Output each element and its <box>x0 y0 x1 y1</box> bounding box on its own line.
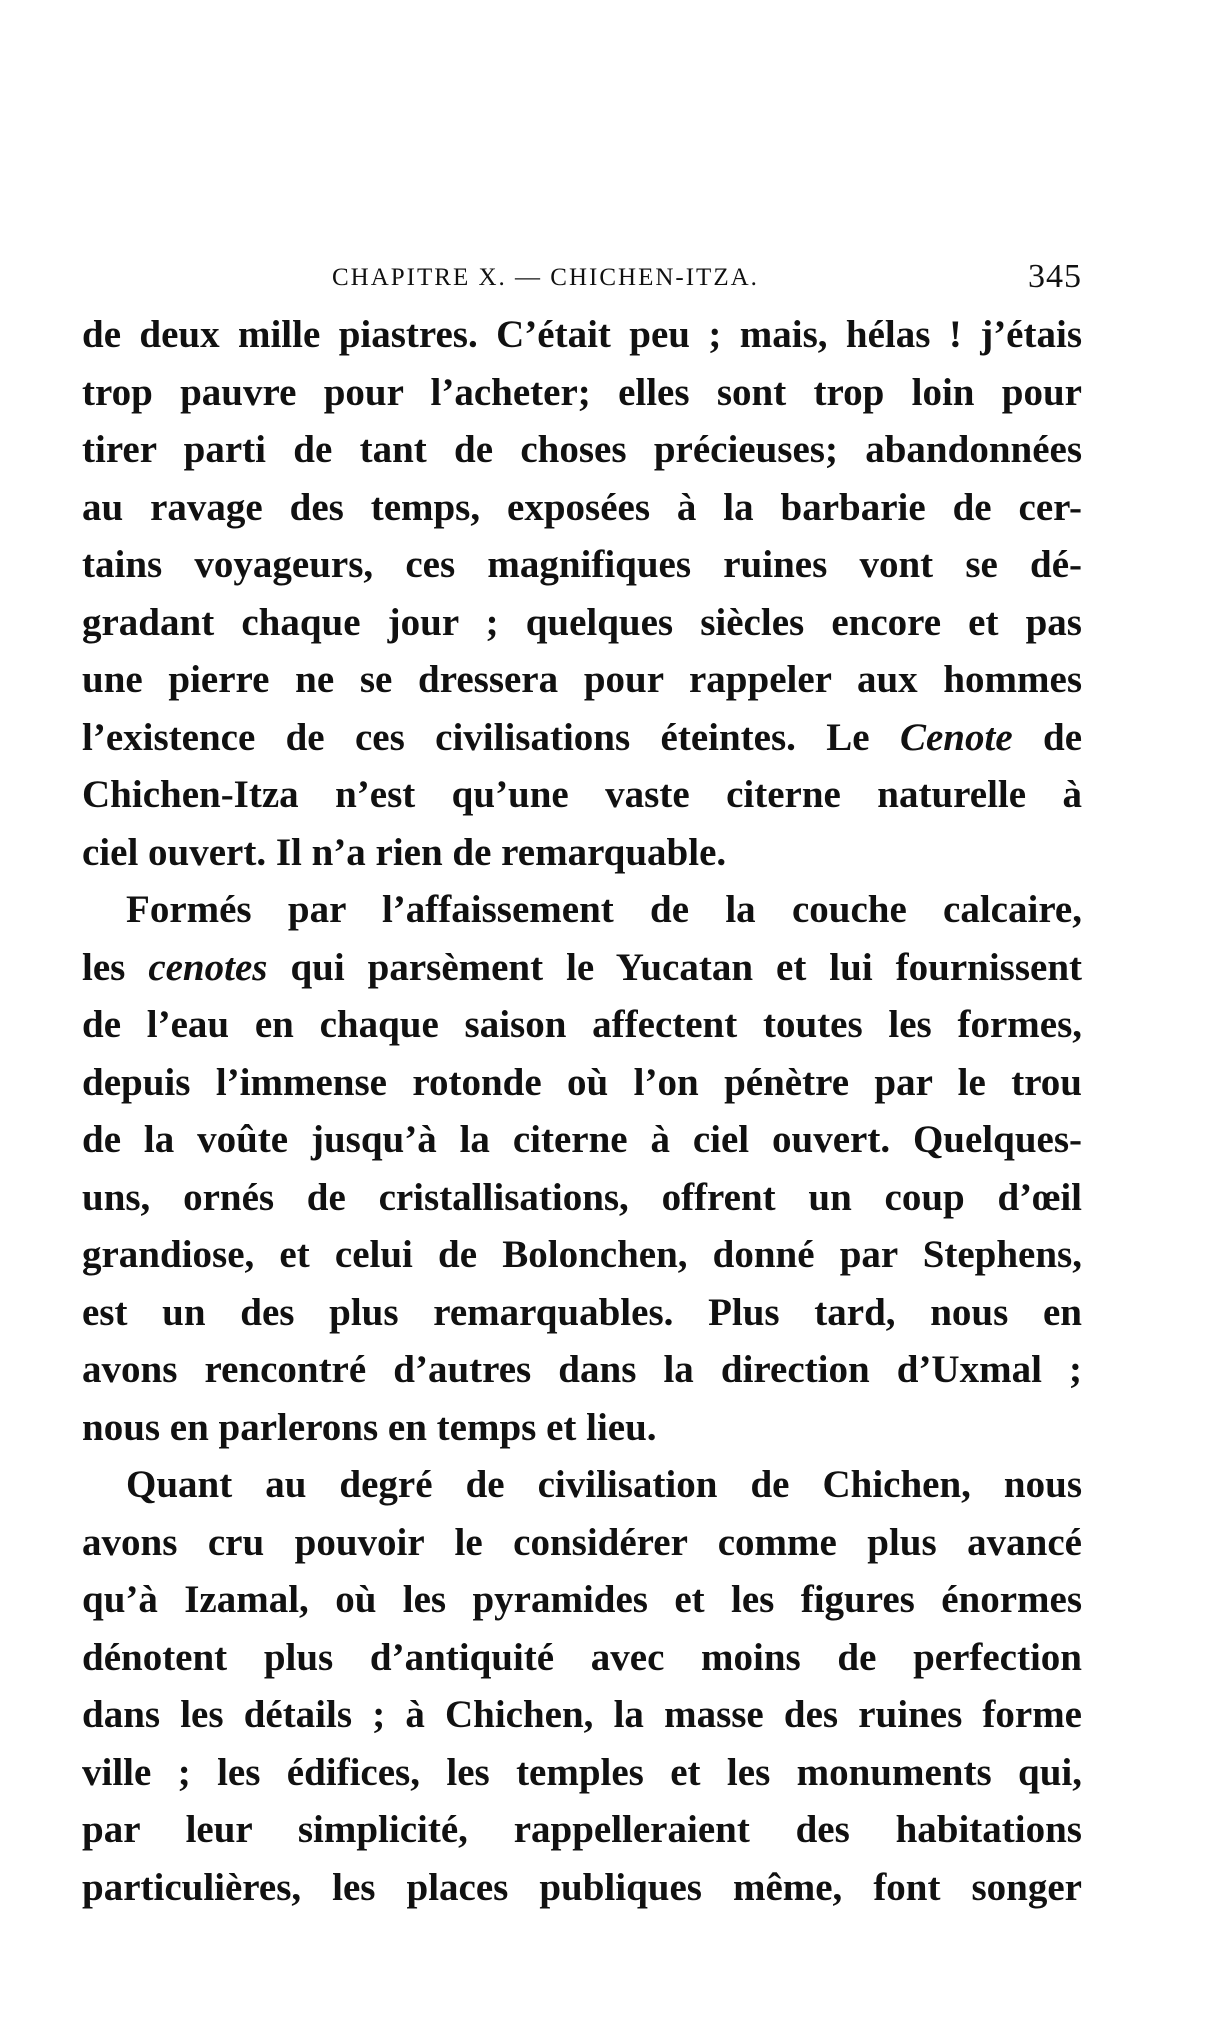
text-segment: l’existence de ces civilisations éteintes. Le <box>82 715 900 759</box>
text-line: une pierre ne se dressera pour rappeler aux hommes <box>82 658 1082 701</box>
text-line: avons cru pouvoir le considérer comme plus avancé <box>82 1520 1082 1564</box>
page-number: 345 <box>1028 258 1082 295</box>
text-segment: de <box>1012 715 1083 759</box>
text-line: nous en parlerons en temps et lieu. <box>82 1405 657 1449</box>
text-line: uns, ornés de cristallisations, offrent un coup d’œil <box>82 1175 1082 1219</box>
text-segment: qui parsèment le Yucatan et lui fournissent <box>267 945 1082 989</box>
text-segment: les <box>82 945 149 989</box>
text-line: dénotent plus d’antiquité avec moins de perfection <box>82 1635 1082 1679</box>
italic-term: Cenote <box>899 715 1013 759</box>
text-line: de deux mille piastres. C’était peu ; mais, hélas ! j’étais <box>82 313 1082 356</box>
text-line: de la voûte jusqu’à la citerne à ciel ouvert. Quelques- <box>82 1118 1082 1161</box>
paragraph-2 <box>82 881 1082 1456</box>
running-head <box>82 258 1082 298</box>
text-line: depuis l’immense rotonde où l’on pénètre par le trou <box>82 1060 1082 1104</box>
text-line: ciel ouvert. Il n’a rien de remarquable. <box>82 830 727 874</box>
text-line: Formés par l’affaissement de la couche calcaire, <box>126 888 1082 931</box>
text-line <box>82 709 1082 767</box>
text-line: grandiose, et celui de Bolonchen, donné par Stephens, <box>82 1233 1082 1276</box>
text-line: est un des plus remarquables. Plus tard, nous en <box>82 1290 1082 1334</box>
body-text <box>82 306 1082 1916</box>
text-line <box>82 939 1082 997</box>
text-line: trop pauvre pour l’acheter; elles sont trop loin pour <box>82 370 1082 414</box>
paragraph-3 <box>82 1456 1082 1916</box>
text-line: tirer parti de tant de choses précieuses; abandonnées <box>82 428 1082 471</box>
text-line: de l’eau en chaque saison affectent toutes les formes, <box>82 1003 1082 1046</box>
text-line: tains voyageurs, ces magnifiques ruines vont se dé- <box>82 543 1082 586</box>
text-line: ville ; les édifices, les temples et les monuments qui, <box>82 1750 1082 1794</box>
paragraph-1 <box>82 306 1082 881</box>
text-line: par leur simplicité, rappelleraient des habitations <box>82 1808 1082 1851</box>
text-line: au ravage des temps, exposées à la barbarie de cer- <box>82 485 1082 529</box>
text-line: gradant chaque jour ; quelques siècles encore et pas <box>82 600 1082 644</box>
text-line: avons rencontré d’autres dans la direction d’Uxmal ; <box>82 1348 1082 1391</box>
text-line: particulières, les places publiques même, font songer <box>82 1865 1082 1909</box>
text-line: qu’à Izamal, où les pyramides et les figures énormes <box>82 1578 1082 1621</box>
italic-term: cenotes <box>148 945 268 989</box>
running-title: CHAPITRE X. — CHICHEN-ITZA. <box>332 264 759 291</box>
text-line: Chichen-Itza n’est qu’une vaste citerne naturelle à <box>82 773 1082 816</box>
text-line: Quant au degré de civilisation de Chichen, nous <box>126 1463 1082 1506</box>
text-line: dans les détails ; à Chichen, la masse des ruines forme <box>82 1693 1082 1736</box>
